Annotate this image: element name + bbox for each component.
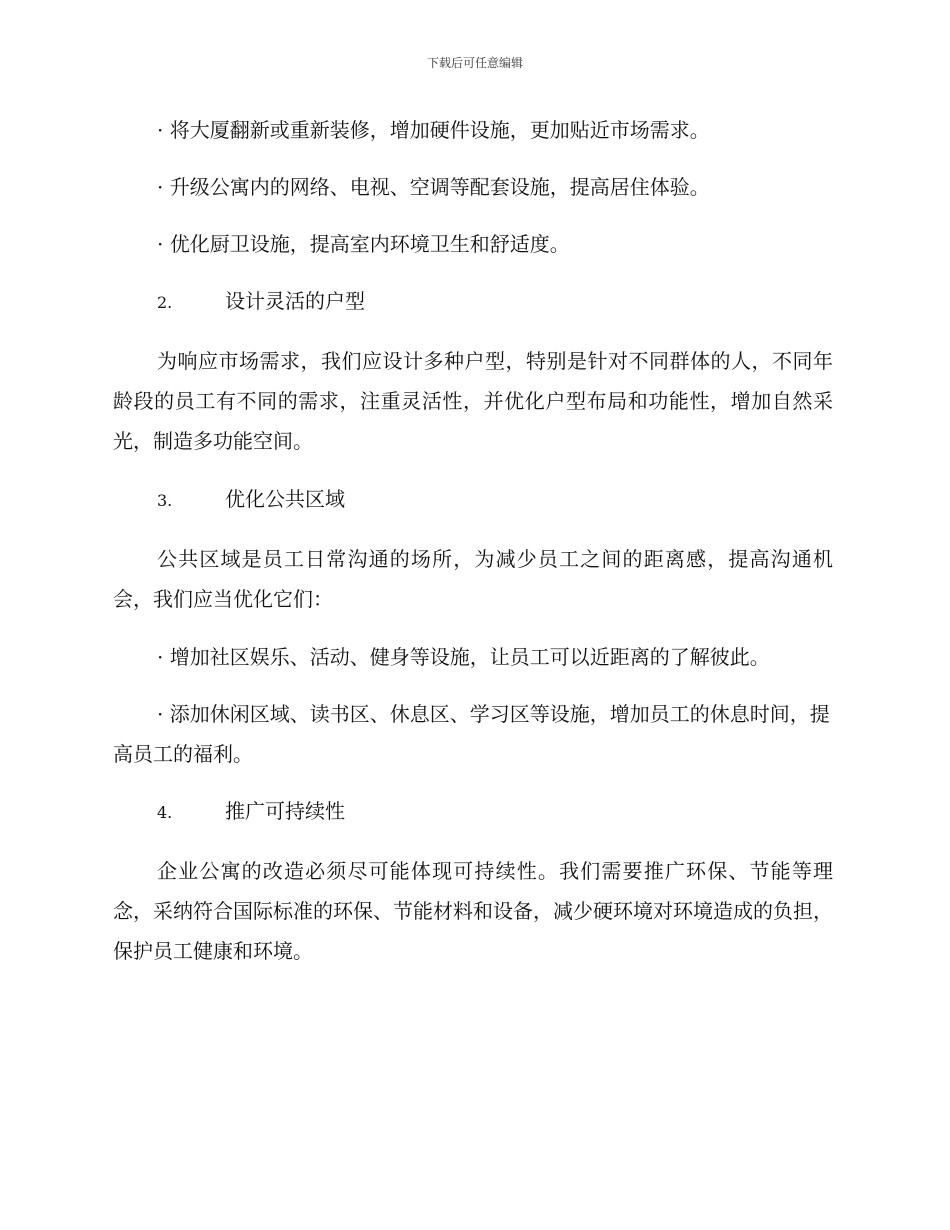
document-body — [113, 110, 833, 989]
section-title: 优化公共区域 — [225, 487, 345, 511]
section-title: 设计灵活的户型 — [225, 289, 365, 313]
bullet-item: · 添加休闲区域、读书区、休息区、学习区等设施，增加员工的休息时间，提高员工的福利。 — [113, 702, 830, 766]
section-number: 3. — [157, 491, 173, 510]
section-number: 4. — [157, 803, 173, 822]
section-heading-2 — [113, 281, 833, 323]
section-heading-3 — [113, 479, 833, 521]
section-number: 2. — [157, 293, 173, 312]
paragraph: 为响应市场需求，我们应设计多种户型，特别是针对不同群体的人，不同年龄段的员工有不同的需求，注重灵活性，并优化户型布局和功能性，增加自然采光，制造多功能空间。 — [113, 349, 833, 453]
page-header: 下载后可任意编辑 — [426, 56, 523, 70]
bullet-item: · 优化厨卫设施，提高室内环境卫生和舒适度。 — [157, 232, 570, 256]
bullet-item: · 增加社区娱乐、活动、健身等设施，让员工可以近距离的了解彼此。 — [157, 645, 770, 669]
section-title: 推广可持续性 — [225, 799, 345, 823]
section-heading-4 — [113, 791, 833, 833]
paragraph: 公共区域是员工日常沟通的场所，为减少员工之间的距离感，提高沟通机会，我们应当优化它们： — [113, 547, 833, 611]
paragraph: 企业公寓的改造必须尽可能体现可持续性。我们需要推广环保、节能等理念，采纳符合国际标准的环保、节能材料和设备，减少硬环境对环境造成的负担，保护员工健康和环境。 — [113, 859, 833, 963]
bullet-item: · 将大厦翻新或重新装修，增加硬件设施，更加贴近市场需求。 — [157, 118, 710, 142]
bullet-item: · 升级公寓内的网络、电视、空调等配套设施，提高居住体验。 — [157, 175, 710, 199]
